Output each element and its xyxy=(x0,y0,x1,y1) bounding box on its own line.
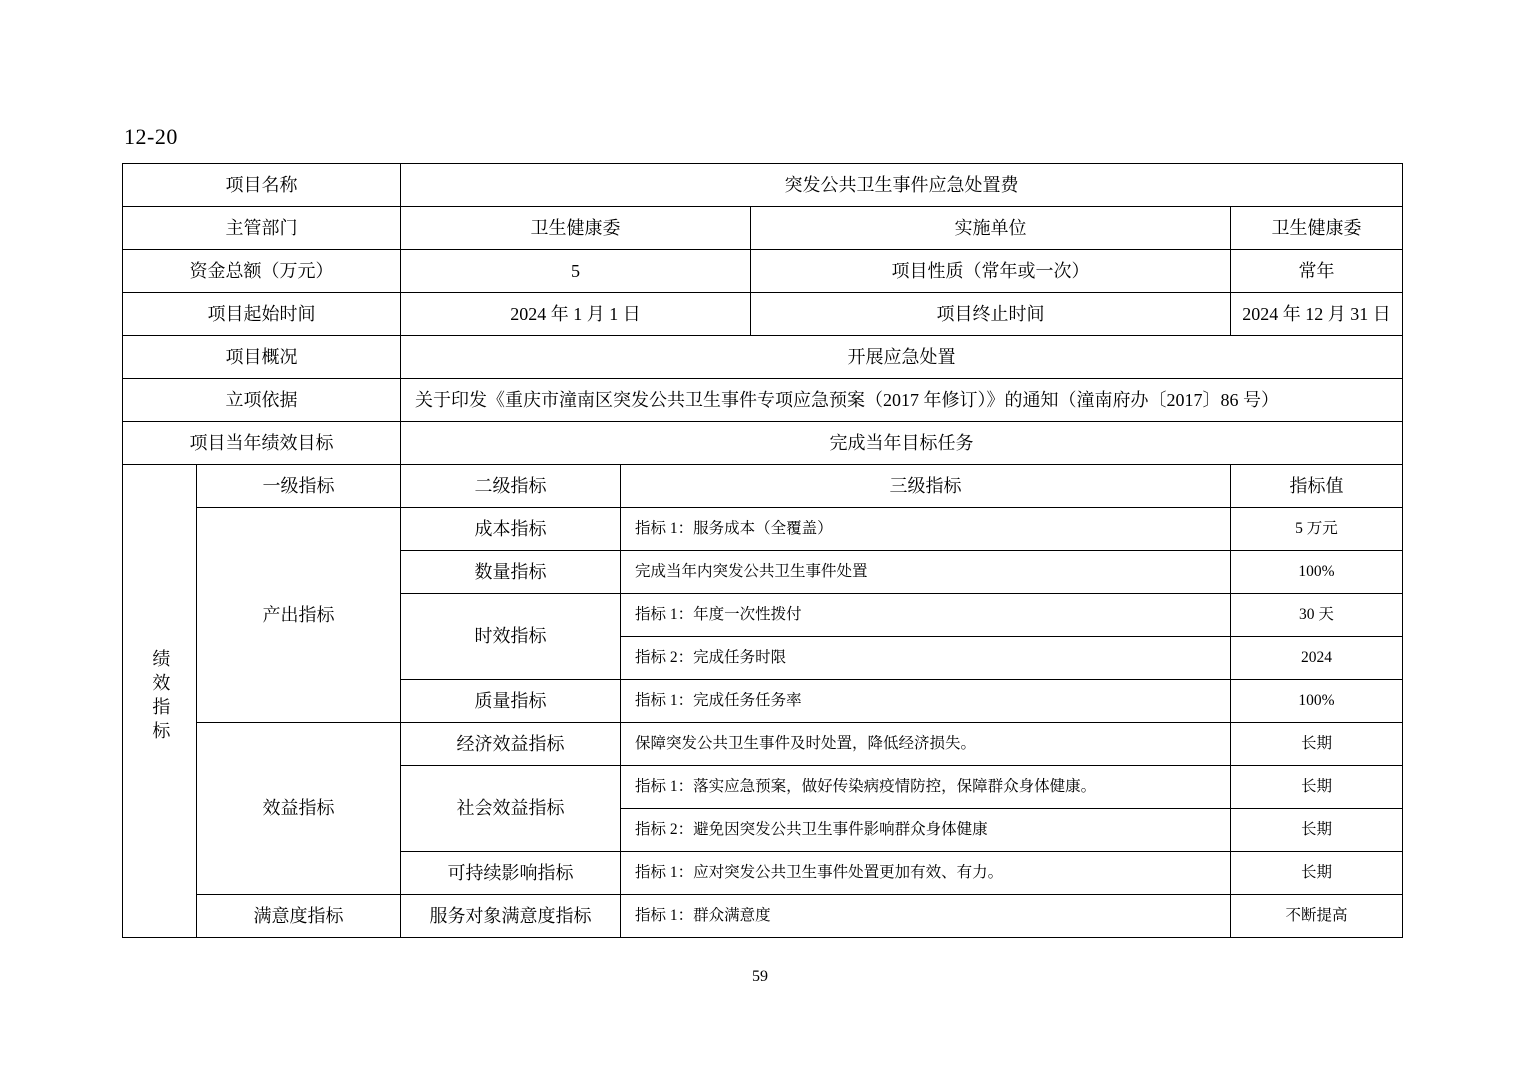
value-supervising-department: 卫生健康委 xyxy=(401,207,751,250)
header-level2: 二级指标 xyxy=(401,465,621,508)
table-row xyxy=(123,250,1403,293)
page-number: 59 xyxy=(752,968,768,985)
value-start-time: 2024 年 1 月 1 日 xyxy=(401,293,751,336)
cell-level1: 效益指标 xyxy=(197,723,401,895)
header-level3: 三级指标 xyxy=(621,465,1231,508)
cell-level2: 可持续影响指标 xyxy=(401,852,621,895)
cell-level3: 指标 1：完成任务任务率 xyxy=(621,680,1231,723)
cell-level3: 指标 2：避免因突发公共卫生事件影响群众身体健康 xyxy=(621,809,1231,852)
cell-indicator-value: 长期 xyxy=(1231,852,1403,895)
cell-indicator-value: 长期 xyxy=(1231,809,1403,852)
value-project-name: 突发公共卫生事件应急处置费 xyxy=(401,164,1403,207)
cell-level1: 产出指标 xyxy=(197,508,401,723)
cell-level3: 完成当年内突发公共卫生事件处置 xyxy=(621,551,1231,594)
cell-level2: 质量指标 xyxy=(401,680,621,723)
value-total-funds: 5 xyxy=(401,250,751,293)
label-project-name: 项目名称 xyxy=(123,164,401,207)
label-start-time: 项目起始时间 xyxy=(123,293,401,336)
cell-level2: 数量指标 xyxy=(401,551,621,594)
label-implementing-unit: 实施单位 xyxy=(751,207,1231,250)
label-end-time: 项目终止时间 xyxy=(751,293,1231,336)
label-basis: 立项依据 xyxy=(123,379,401,422)
document-number: 12-20 xyxy=(124,124,178,149)
cell-indicator-value: 100% xyxy=(1231,551,1403,594)
cell-level3: 指标 1：应对突发公共卫生事件处置更加有效、有力。 xyxy=(621,852,1231,895)
indicator-header-row xyxy=(123,465,1403,508)
performance-goal-table xyxy=(122,163,1403,938)
cell-level3: 指标 1：群众满意度 xyxy=(621,895,1231,938)
label-overview: 项目概况 xyxy=(123,336,401,379)
value-basis: 关于印发《重庆市潼南区突发公共卫生事件专项应急预案（2017 年修订）》的通知（潼南府办〔2017〕86 号） xyxy=(401,379,1403,422)
table-row xyxy=(123,164,1403,207)
table-row xyxy=(123,336,1403,379)
value-annual-goal: 完成当年目标任务 xyxy=(401,422,1403,465)
table-row xyxy=(123,379,1403,422)
label-total-funds: 资金总额（万元） xyxy=(123,250,401,293)
cell-indicator-value: 30 天 xyxy=(1231,594,1403,637)
cell-level3: 指标 1：年度一次性拨付 xyxy=(621,594,1231,637)
label-supervising-department: 主管部门 xyxy=(123,207,401,250)
label-annual-goal: 项目当年绩效目标 xyxy=(123,422,401,465)
value-overview: 开展应急处置 xyxy=(401,336,1403,379)
cell-indicator-value: 5 万元 xyxy=(1231,508,1403,551)
table-row xyxy=(123,508,1403,551)
cell-level2: 社会效益指标 xyxy=(401,766,621,852)
cell-level2: 成本指标 xyxy=(401,508,621,551)
cell-indicator-value: 不断提高 xyxy=(1231,895,1403,938)
cell-level3: 指标 2：完成任务时限 xyxy=(621,637,1231,680)
value-end-time: 2024 年 12 月 31 日 xyxy=(1231,293,1403,336)
cell-level2: 服务对象满意度指标 xyxy=(401,895,621,938)
table-row xyxy=(123,723,1403,766)
table-row xyxy=(123,895,1403,938)
value-implementing-unit: 卫生健康委 xyxy=(1231,207,1403,250)
header-level1: 一级指标 xyxy=(197,465,401,508)
cell-level3: 保障突发公共卫生事件及时处置，降低经济损失。 xyxy=(621,723,1231,766)
cell-indicator-value: 长期 xyxy=(1231,723,1403,766)
label-performance-indicator: 绩效指标 xyxy=(123,465,197,938)
cell-level1: 满意度指标 xyxy=(197,895,401,938)
table-row xyxy=(123,422,1403,465)
cell-indicator-value: 长期 xyxy=(1231,766,1403,809)
label-project-nature: 项目性质（常年或一次） xyxy=(751,250,1231,293)
cell-indicator-value: 2024 xyxy=(1231,637,1403,680)
cell-indicator-value: 100% xyxy=(1231,680,1403,723)
cell-level2: 经济效益指标 xyxy=(401,723,621,766)
value-project-nature: 常年 xyxy=(1231,250,1403,293)
table-row xyxy=(123,293,1403,336)
header-indicator-value: 指标值 xyxy=(1231,465,1403,508)
cell-level3: 指标 1：服务成本（全覆盖） xyxy=(621,508,1231,551)
cell-level2: 时效指标 xyxy=(401,594,621,680)
table-row xyxy=(123,207,1403,250)
cell-level3: 指标 1：落实应急预案，做好传染病疫情防控，保障群众身体健康。 xyxy=(621,766,1231,809)
